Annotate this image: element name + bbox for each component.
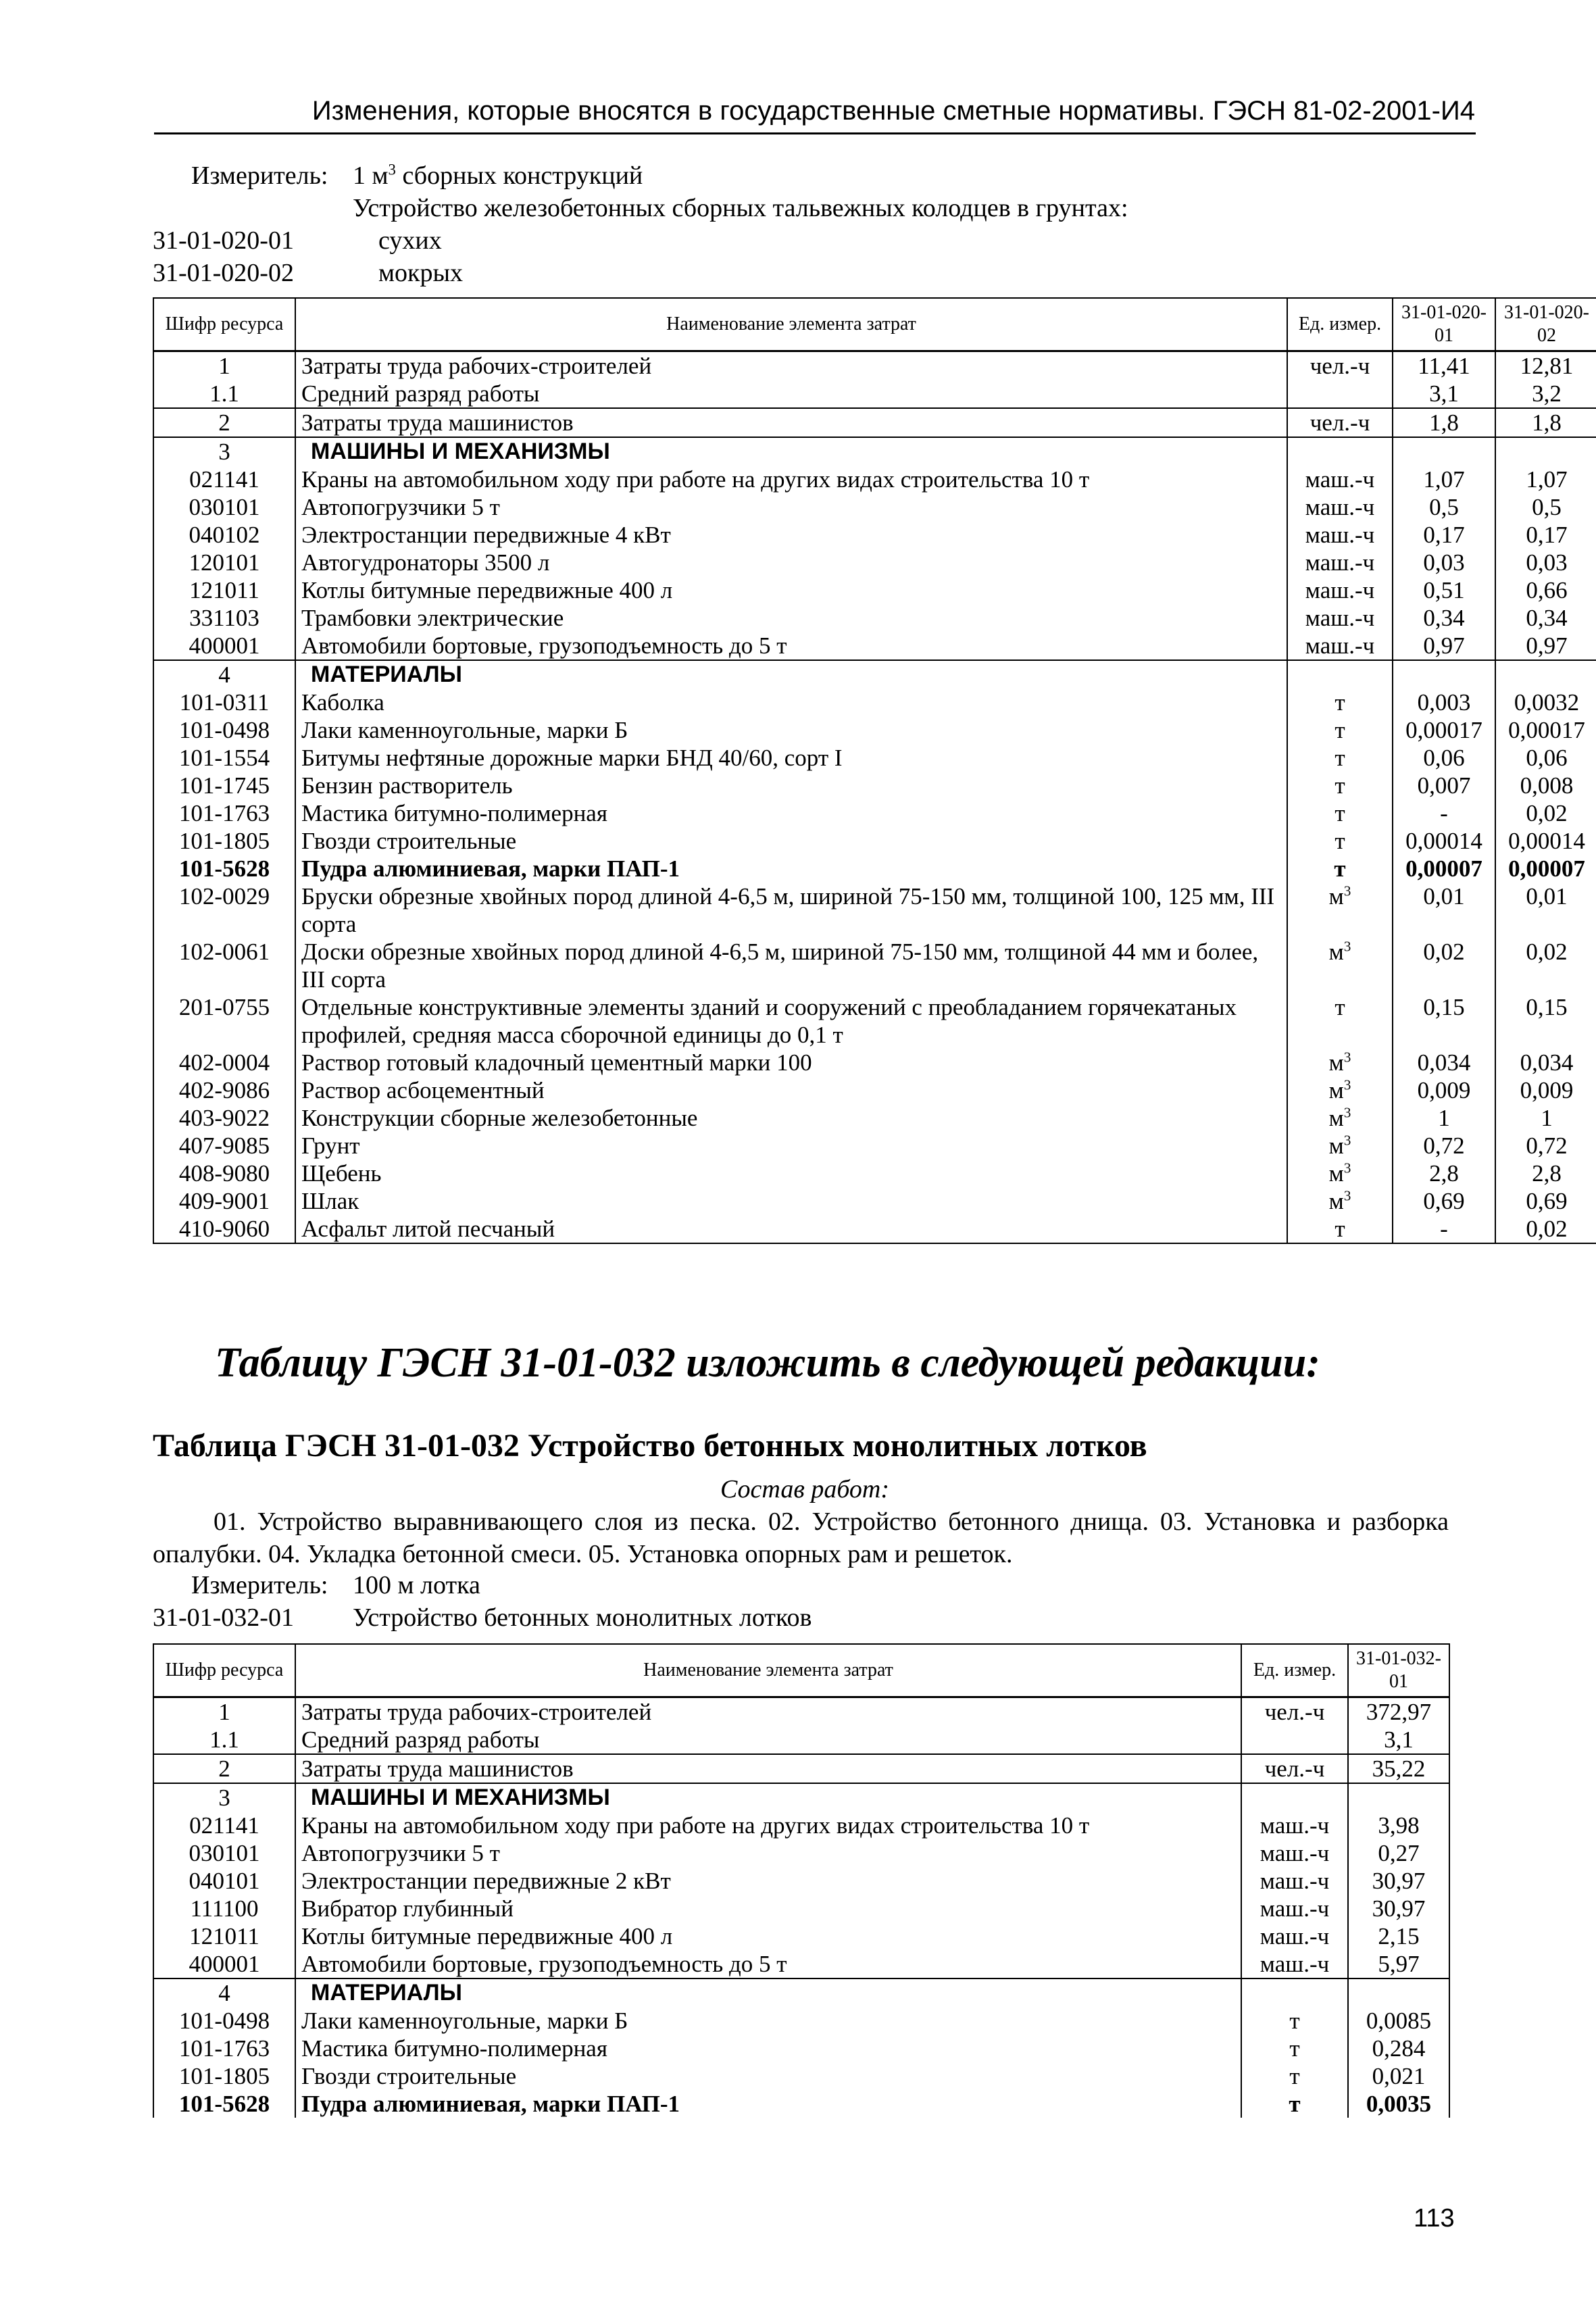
table-row [153,855,1596,882]
cell-code: 402-9086 [153,1076,295,1104]
cell-code: 1 [153,1697,295,1726]
cell-name: Вибратор глубинный [295,1895,1241,1922]
cell-unit: маш.-ч [1241,1867,1348,1895]
cell-unit: маш.-ч [1241,1950,1348,1978]
cell-name: МАШИНЫ И МЕХАНИЗМЫ [295,1783,1241,1812]
cell-code: 201-0755 [153,993,295,1049]
table-row [153,2035,1449,2062]
cell-val: 0,00007 [1495,855,1596,882]
code-line-2: 31-01-032-01 [153,1603,294,1632]
cell-name: Доски обрезные хвойных пород длиной 4-6,5 м, шириной 75-150 мм, толщиной 44 мм и более, III сорта [295,938,1287,993]
cell-val: 0,009 [1495,1076,1596,1104]
cell-name: Затраты труда рабочих-строителей [295,1697,1241,1726]
cell-unit: т [1287,772,1393,799]
cell-unit: т [1287,827,1393,855]
cell-val: 1,07 [1393,466,1495,493]
cell-val: 0,007 [1393,772,1495,799]
cell-code: 101-0311 [153,689,295,716]
cell-unit [1241,1978,1348,2007]
page-number: 113 [1414,2204,1455,2233]
cell-name: Автомобили бортовые, грузоподъемность до 5 т [295,1950,1241,1978]
cell-unit [1287,380,1393,408]
cell-code: 121011 [153,1922,295,1950]
cell-val: 0,02 [1495,938,1596,993]
cell-unit: маш.-ч [1287,576,1393,604]
cell-unit [1241,1726,1348,1754]
cell-code: 4 [153,1978,295,2007]
cell-code: 2 [153,1754,295,1783]
cell-val: 1 [1495,1104,1596,1132]
cell-val [1393,660,1495,689]
cell-unit [1241,1783,1348,1812]
cell-val: 0,27 [1348,1839,1449,1867]
cell-name: Отдельные конструктивные элементы зданий и сооружений с преобладанием горячекатаных профилей, средняя масса сборочной единицы до 0,1 т [295,993,1287,1049]
cell-name: Средний разряд работы [295,380,1287,408]
cell-code: 3 [153,1783,295,1812]
cell-val: 0,5 [1393,493,1495,521]
cell-name: Электростанции передвижные 2 кВт [295,1867,1241,1895]
cell-name: Средний разряд работы [295,1726,1241,1754]
cell-code: 4 [153,660,295,689]
cell-val: 0,284 [1348,2035,1449,2062]
section1-title: Устройство железобетонных сборных тальвежных колодцев в грунтах: [353,194,1128,222]
table-row [153,549,1596,576]
cell-code: 101-0498 [153,716,295,744]
resource-table-1 [153,297,1596,1244]
cell-val: 0,021 [1348,2062,1449,2090]
table-row [153,1104,1596,1132]
cell-unit: т [1241,2062,1348,2090]
table-row [153,2062,1449,2090]
cell-unit: т [1241,2007,1348,2035]
cell-name: Бруски обрезные хвойных пород длиной 4-6,5 м, шириной 75-150 мм, толщиной 100, 125 мм, III сорта [295,882,1287,938]
cell-val: 0,06 [1393,744,1495,772]
col-header-col1: 31-01-020-01 [1393,298,1495,351]
cell-unit: т [1287,799,1393,827]
cell-name: Краны на автомобильном ходу при работе на других видах строительства 10 т [295,1812,1241,1839]
cell-code: 1.1 [153,1726,295,1754]
table-row [153,466,1596,493]
cell-val: 0,01 [1495,882,1596,938]
table-row [153,1895,1449,1922]
cell-unit [1287,437,1393,466]
cell-code: 101-1805 [153,827,295,855]
cell-name: Лаки каменноугольные, марки Б [295,2007,1241,2035]
table-row [153,1187,1596,1215]
cell-name: МАТЕРИАЛЫ [295,660,1287,689]
cell-val: 0,02 [1495,1215,1596,1243]
cell-code: 101-1554 [153,744,295,772]
cell-val: 0,003 [1393,689,1495,716]
cell-val: 0,17 [1393,521,1495,549]
cell-code: 410-9060 [153,1215,295,1243]
cell-name: Краны на автомобильном ходу при работе на других видах строительства 10 т [295,466,1287,493]
cell-code: 120101 [153,549,295,576]
cell-code: 1 [153,351,295,380]
cell-unit: маш.-ч [1241,1839,1348,1867]
cell-val: 0,69 [1393,1187,1495,1215]
table-row [153,1867,1449,1895]
table-row [153,993,1596,1049]
unit-text: $м^3$ [1328,1132,1351,1159]
cell-name: Затраты труда машинистов [295,1754,1241,1783]
cell-val: 30,97 [1348,1867,1449,1895]
col-header-name: Наименование элемента затрат [295,298,1287,351]
measure-label-2: Измеритель: [191,1571,328,1599]
table-row [153,1754,1449,1783]
cell-unit: т [1287,716,1393,744]
cell-name: Автопогрузчики 5 т [295,1839,1241,1867]
cell-val: 0,17 [1495,521,1596,549]
measure-value: 1 $м^3$ сборных конструкций [353,161,643,190]
table-row [153,1697,1449,1726]
cell-val: 0,01 [1393,882,1495,938]
cell-code: 102-0061 [153,938,295,993]
code-line: 31-01-020-01 [153,226,294,255]
cell-unit [1287,1076,1393,1104]
cell-code: 402-0004 [153,1049,295,1076]
cell-val: 2,8 [1393,1160,1495,1187]
measure-label: Измеритель: [191,161,328,190]
cell-unit: т [1241,2090,1348,2118]
table-row [153,1922,1449,1950]
cell-code: 400001 [153,1950,295,1978]
cell-val: 0,0032 [1495,689,1596,716]
cell-code: 101-0498 [153,2007,295,2035]
cell-unit: маш.-ч [1287,466,1393,493]
cell-val: 1,8 [1393,408,1495,437]
cell-unit: т [1287,855,1393,882]
cell-val: 3,1 [1348,1726,1449,1754]
cell-name: Автопогрузчики 5 т [295,493,1287,521]
cell-name: Каболка [295,689,1287,716]
code-line-label: сухих [378,226,442,255]
cell-code: 2 [153,408,295,437]
cell-val: 5,97 [1348,1950,1449,1978]
cell-val: 2,15 [1348,1922,1449,1950]
unit-text: $м^3$ [1328,938,1351,965]
cell-name: Мастика битумно-полимерная [295,799,1287,827]
cell-code: 040102 [153,521,295,549]
col-header-name: Наименование элемента затрат [295,1644,1241,1697]
cell-name: МАШИНЫ И МЕХАНИЗМЫ [295,437,1287,466]
col-header-unit: Ед. измер. [1241,1644,1348,1697]
unit-text: $м^3$ [1328,882,1351,910]
cell-unit: чел.-ч [1241,1697,1348,1726]
cell-val: 0,72 [1393,1132,1495,1160]
table-row [153,799,1596,827]
cell-code: 101-5628 [153,2090,295,2118]
table-header-row [153,298,1596,351]
cell-code: 101-1763 [153,799,295,827]
table-row [153,1978,1449,2007]
col-header-col2: 31-01-020-02 [1495,298,1596,351]
table-row [153,827,1596,855]
unit-text: $м^3$ [1328,1076,1351,1103]
cell-val: 0,00014 [1393,827,1495,855]
table-row [153,689,1596,716]
cell-unit: чел.-ч [1241,1754,1348,1783]
table-row [153,2090,1449,2118]
cell-unit [1287,1104,1393,1132]
cell-code: 331103 [153,604,295,632]
cell-val: 0,66 [1495,576,1596,604]
cell-val: 0,00014 [1495,827,1596,855]
cell-unit [1287,1160,1393,1187]
table-row [153,1812,1449,1839]
cell-val: 12,81 [1495,351,1596,380]
cell-unit [1287,660,1393,689]
cell-val: 3,2 [1495,380,1596,408]
cell-name: Бензин растворитель [295,772,1287,799]
table-row [153,521,1596,549]
cell-unit: т [1287,689,1393,716]
cell-code: 403-9022 [153,1104,295,1132]
cell-unit [1287,938,1393,993]
table-row [153,2007,1449,2035]
table-row [153,1950,1449,1978]
resource-table-2 [153,1643,1450,2118]
cell-val: 0,51 [1393,576,1495,604]
cell-val: 3,1 [1393,380,1495,408]
cell-unit: т [1287,993,1393,1049]
cell-val: 0,34 [1393,604,1495,632]
cell-unit [1287,1049,1393,1076]
table-row [153,1783,1449,1812]
table-row [153,351,1596,380]
cell-code: 409-9001 [153,1187,295,1215]
cell-val: 1 [1393,1104,1495,1132]
cell-name: Затраты труда машинистов [295,408,1287,437]
table-row [153,660,1596,689]
cell-name: Раствор асбоцементный [295,1076,1287,1104]
cell-val: - [1393,1215,1495,1243]
cell-unit: маш.-ч [1287,521,1393,549]
cell-name: Мастика битумно-полимерная [295,2035,1241,2062]
code-line-2-label: Устройство бетонных монолитных лотков [353,1603,812,1632]
cell-unit: маш.-ч [1241,1922,1348,1950]
cell-val: 0,008 [1495,772,1596,799]
table-row [153,576,1596,604]
cell-val: 0,69 [1495,1187,1596,1215]
cell-name: Автогудронаторы 3500 л [295,549,1287,576]
cell-val: 0,034 [1495,1049,1596,1076]
cell-val: 0,00007 [1393,855,1495,882]
cell-unit [1287,882,1393,938]
cell-code: 121011 [153,576,295,604]
cell-val [1348,1783,1449,1812]
table-row [153,1160,1596,1187]
unit-text: $м^3$ [1328,1104,1351,1131]
cell-name: Электростанции передвижные 4 кВт [295,521,1287,549]
cell-val: 0,0035 [1348,2090,1449,2118]
cell-val: 0,03 [1393,549,1495,576]
cell-val: 0,02 [1495,799,1596,827]
table-row [153,380,1596,408]
cell-val [1393,437,1495,466]
cell-val: 372,97 [1348,1697,1449,1726]
composition-text: 01. Устройство выравнивающего слоя из песка. 02. Устройство бетонного днища. 03. Установка и разборка опалубки. 04. Укладка бетонной смеси. 05. Установка опорных рам и решеток. [153,1508,1449,1568]
cell-name: Грунт [295,1132,1287,1160]
cell-unit: маш.-ч [1287,632,1393,660]
cell-val: 0,97 [1495,632,1596,660]
table-row [153,744,1596,772]
cell-name: Щебень [295,1160,1287,1187]
cell-unit: маш.-ч [1241,1895,1348,1922]
cell-unit: маш.-ч [1287,604,1393,632]
cell-val: 0,72 [1495,1132,1596,1160]
cell-val: 0,02 [1393,938,1495,993]
unit-text: $м^3$ [1328,1049,1351,1076]
cell-unit [1287,1187,1393,1215]
cell-val: 0,00017 [1393,716,1495,744]
table-row [153,938,1596,993]
cell-val: 35,22 [1348,1754,1449,1783]
cell-name: Конструкции сборные железобетонные [295,1104,1287,1132]
cell-val: 0,00017 [1495,716,1596,744]
table-row [153,716,1596,744]
cell-val [1495,437,1596,466]
table-row [153,1726,1449,1754]
col-header-col1: 31-01-032-01 [1348,1644,1449,1697]
cell-code: 3 [153,437,295,466]
cell-code: 101-1763 [153,2035,295,2062]
cell-name: Котлы битумные передвижные 400 л [295,1922,1241,1950]
cell-code: 400001 [153,632,295,660]
cell-name: Автомобили бортовые, грузоподъемность до 5 т [295,632,1287,660]
cell-name: Битумы нефтяные дорожные марки БНД 40/60, сорт I [295,744,1287,772]
cell-val: 1,07 [1495,466,1596,493]
cell-code: 1.1 [153,380,295,408]
cell-name: Раствор готовый кладочный цементный марки 100 [295,1049,1287,1076]
cell-name: Пудра алюминиевая, марки ПАП-1 [295,855,1287,882]
cell-code: 030101 [153,493,295,521]
cell-name: Гвозди строительные [295,827,1287,855]
col-header-code: Шифр ресурса [153,298,295,351]
table-row [153,1049,1596,1076]
table-row [153,604,1596,632]
cell-val: 0,03 [1495,549,1596,576]
cell-val: 0,06 [1495,744,1596,772]
col-header-code: Шифр ресурса [153,1644,295,1697]
cell-unit: т [1287,1215,1393,1243]
cell-name: Котлы битумные передвижные 400 л [295,576,1287,604]
cell-name: Затраты труда рабочих-строителей [295,351,1287,380]
cell-val: 2,8 [1495,1160,1596,1187]
running-header: Изменения, которые вносятся в государственные сметные нормативы. ГЭСН 81-02-2001-И4 [311,96,1475,126]
table-row [153,1076,1596,1104]
table-row [153,1839,1449,1867]
table-row [153,882,1596,938]
instruction-heading: Таблицу ГЭСН 31-01-032 изложить в следующей редакции: [215,1340,1320,1386]
cell-val: 0,0085 [1348,2007,1449,2035]
cell-unit: т [1241,2035,1348,2062]
cell-unit: т [1287,744,1393,772]
table-row [153,1215,1596,1243]
cell-unit: маш.-ч [1241,1812,1348,1839]
cell-name: Лаки каменноугольные, марки Б [295,716,1287,744]
cell-code: 021141 [153,1812,295,1839]
cell-code: 102-0029 [153,882,295,938]
cell-val: 0,15 [1393,993,1495,1049]
table-header-row [153,1644,1449,1697]
cell-val [1495,660,1596,689]
cell-val: 0,15 [1495,993,1596,1049]
code-line-label: мокрых [378,259,464,287]
cell-code: 101-5628 [153,855,295,882]
cell-val: 3,98 [1348,1812,1449,1839]
cell-code: 111100 [153,1895,295,1922]
cell-val: 0,034 [1393,1049,1495,1076]
cell-unit: маш.-ч [1287,493,1393,521]
cell-unit: чел.-ч [1287,351,1393,380]
cell-code: 021141 [153,466,295,493]
cell-val: 30,97 [1348,1895,1449,1922]
measure-value-2: 100 м лотка [353,1571,480,1599]
cell-val: 0,97 [1393,632,1495,660]
unit-text: $м^3$ [1328,1160,1351,1187]
cell-code: 040101 [153,1867,295,1895]
code-line: 31-01-020-02 [153,259,294,287]
cell-code: 407-9085 [153,1132,295,1160]
cell-code: 101-1805 [153,2062,295,2090]
cell-unit [1287,1132,1393,1160]
cell-val: 0,009 [1393,1076,1495,1104]
table2-title: Таблица ГЭСН 31-01-032 Устройство бетонных монолитных лотков [153,1428,1147,1464]
cell-code: 408-9080 [153,1160,295,1187]
cell-name: Пудра алюминиевая, марки ПАП-1 [295,2090,1241,2118]
table-row [153,632,1596,660]
composition-label: Состав работ: [720,1475,890,1503]
cell-val [1348,1978,1449,2007]
table-row [153,772,1596,799]
cell-code: 030101 [153,1839,295,1867]
cell-code: 101-1745 [153,772,295,799]
unit-text: $м^3$ [1328,1187,1351,1214]
cell-name: Асфальт литой песчаный [295,1215,1287,1243]
cell-name: Шлак [295,1187,1287,1215]
col-header-unit: Ед. измер. [1287,298,1393,351]
cell-val: 0,34 [1495,604,1596,632]
table-row [153,493,1596,521]
cell-name: Трамбовки электрические [295,604,1287,632]
table-row [153,437,1596,466]
cell-unit: чел.-ч [1287,408,1393,437]
cell-val: 1,8 [1495,408,1596,437]
cell-name: Гвозди строительные [295,2062,1241,2090]
cell-val: - [1393,799,1495,827]
cell-unit: маш.-ч [1287,549,1393,576]
cell-name: МАТЕРИАЛЫ [295,1978,1241,2007]
cell-val: 0,5 [1495,493,1596,521]
table-row [153,1132,1596,1160]
cell-val: 11,41 [1393,351,1495,380]
table-row [153,408,1596,437]
header-rule [154,132,1476,134]
